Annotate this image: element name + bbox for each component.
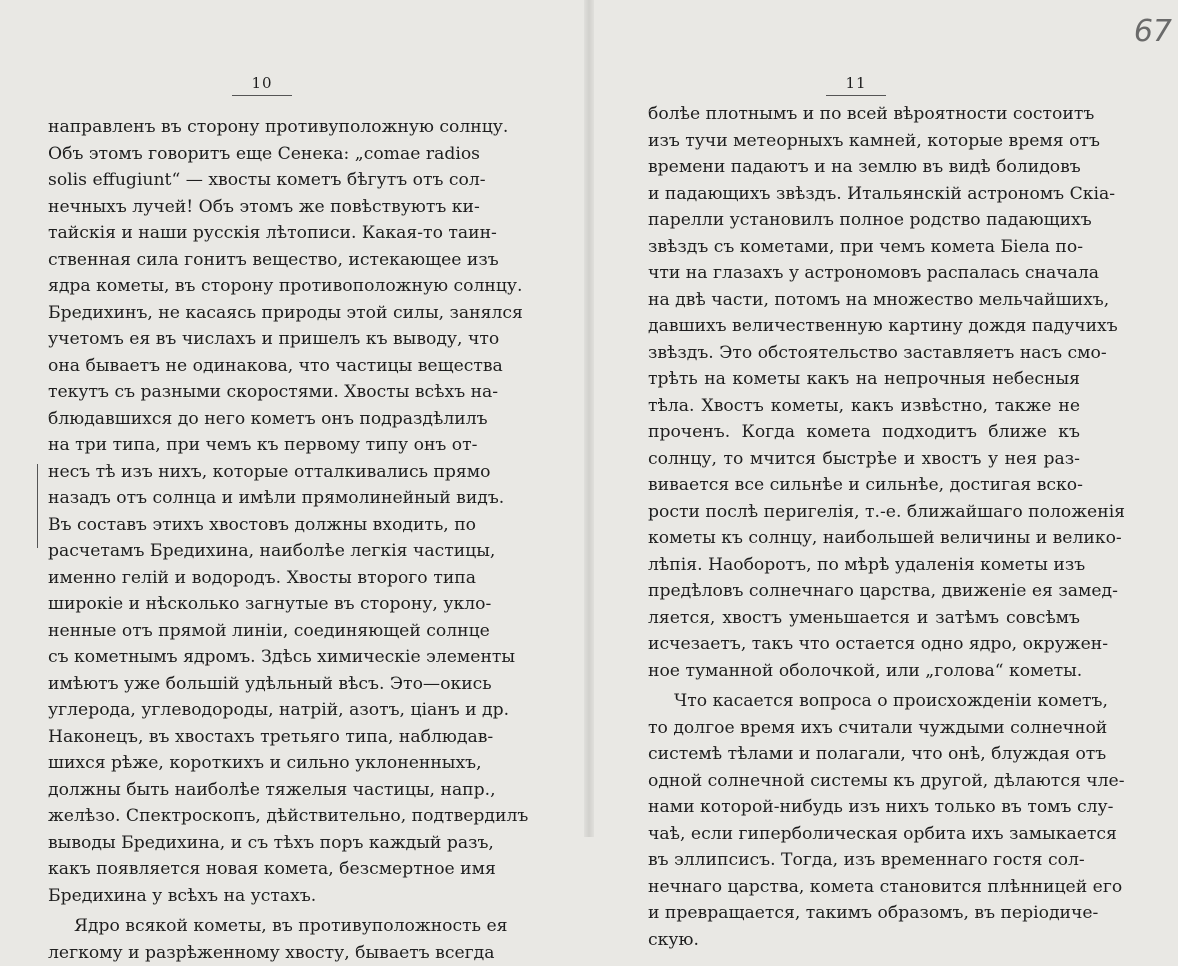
text-line: широкіе и нѣсколько загнутые въ сторону, укло- — [48, 591, 476, 618]
text-line: рости послѣ перигелія, т.-е. ближайшаго положенія — [648, 499, 1080, 526]
right-page-number-rule — [826, 95, 886, 96]
text-line: именно гелій и водородъ. Хвосты второго типа — [48, 565, 476, 592]
text-line: нечныхъ лучей! Объ этомъ же повѣствуютъ ки- — [48, 194, 476, 221]
text-line: скую. — [648, 927, 1080, 954]
text-line: ляется, хвостъ уменьшается и затѣмъ совсѣмъ — [648, 605, 1080, 632]
left-page-number-rule — [232, 95, 292, 96]
text-line: звѣздъ съ кометами, при чемъ комета Біела по- — [648, 234, 1080, 261]
text-line: ное туманной оболочкой, или „голова“ кометы. — [648, 658, 1080, 685]
text-line: въ эллипсисъ. Тогда, изъ временнаго гостя сол- — [648, 847, 1080, 874]
text-line: Въ составъ этихъ хвостовъ должны входить, по — [48, 512, 476, 539]
text-line: направленъ въ сторону противуположную солнцу. — [48, 114, 476, 141]
book-gutter — [584, 0, 594, 837]
text-line: чаѣ, если гиперболическая орбита ихъ замыкается — [648, 821, 1080, 848]
text-line: расчетамъ Бредихина, наиболѣе легкія частицы, — [48, 538, 476, 565]
text-line: вивается все сильнѣе и сильнѣе, достигая вско- — [648, 472, 1080, 499]
text-line: блюдавшихся до него кометъ онъ подраздѣлилъ — [48, 406, 476, 433]
text-line: чти на глазахъ у астрономовъ распалась сначала — [648, 260, 1080, 287]
left-page — [0, 0, 584, 837]
text-line: ненные отъ прямой линіи, соединяющей солнце — [48, 618, 476, 645]
text-line: несъ тѣ изъ нихъ, которые отталкивались прямо — [48, 459, 476, 486]
right-page-number: 11 — [816, 74, 896, 92]
text-line: Что касается вопроса о происхожденіи кометъ, — [648, 688, 1080, 715]
text-line: и падающихъ звѣздъ. Итальянскій астрономъ Скіа- — [648, 181, 1080, 208]
text-line: изъ тучи метеорныхъ камней, которые время отъ — [648, 128, 1080, 155]
text-line: предѣловъ солнечнаго царства, движеніе ея замед- — [648, 578, 1080, 605]
text-line: трѣть на кометы какъ на непрочныя небесныя — [648, 366, 1080, 393]
text-line: исчезаетъ, такъ что остается одно ядро, окружен- — [648, 631, 1080, 658]
text-line: солнцу, то мчится быстрѣе и хвостъ у нея раз- — [648, 446, 1080, 473]
text-line: какъ появляется новая комета, безсмертное имя — [48, 856, 476, 883]
text-line: одной солнечной системы къ другой, дѣлаются чле- — [648, 768, 1080, 795]
text-line: выводы Бредихина, и съ тѣхъ поръ каждый разъ, — [48, 830, 476, 857]
text-line: на три типа, при чемъ къ первому типу онъ от- — [48, 432, 476, 459]
text-line: ственная сила гонитъ вещество, истекающее изъ — [48, 247, 476, 274]
text-line: и превращается, такимъ образомъ, въ періодиче- — [648, 900, 1080, 927]
text-line: парелли установилъ полное родство падающихъ — [648, 207, 1080, 234]
text-line: проченъ. Когда комета подходитъ ближе къ — [648, 419, 1080, 446]
text-line: системѣ тѣлами и полагали, что онѣ, блуждая отъ — [648, 741, 1080, 768]
text-line: имѣютъ уже большій удѣльный вѣсъ. Это—окись — [48, 671, 476, 698]
margin-pencil-mark — [37, 464, 38, 548]
text-line: Объ этомъ говоритъ еще Сенека: „comae radios — [48, 141, 476, 168]
text-line: съ кометнымъ ядромъ. Здѣсь химическіе элементы — [48, 644, 476, 671]
text-line: шихся рѣже, короткихъ и сильно уклоненныхъ, — [48, 750, 476, 777]
text-line: ядра кометы, въ сторону противоположную солнцу. — [48, 273, 476, 300]
text-line: должны быть наиболѣе тяжелыя частицы, напр., — [48, 777, 476, 804]
text-line: то долгое время ихъ считали чуждыми солнечной — [648, 715, 1080, 742]
text-line: Бредихинъ, не касаясь природы этой силы, занялся — [48, 300, 476, 327]
text-line: нечнаго царства, комета становится плѣнницей его — [648, 874, 1080, 901]
text-line: углерода, углеводороды, натрій, азотъ, ціанъ и др. — [48, 697, 476, 724]
left-page-text — [48, 114, 476, 966]
text-line: она бываетъ не одинакова, что частицы вещества — [48, 353, 476, 380]
text-line: болѣе плотнымъ и по всей вѣроятности состоитъ — [648, 101, 1080, 128]
text-line: нами которой-нибудь изъ нихъ только въ томъ слу- — [648, 794, 1080, 821]
right-page — [594, 0, 1178, 837]
text-line: тайскія и наши русскія лѣтописи. Какая-то таин- — [48, 220, 476, 247]
text-line: назадъ отъ солнца и имѣли прямолинейный видъ. — [48, 485, 476, 512]
text-line: solis effugiunt“ — хвосты кометъ бѣгутъ отъ сол- — [48, 167, 476, 194]
text-line: текутъ съ разными скоростями. Хвосты всѣхъ на- — [48, 379, 476, 406]
text-line: учетомъ ея въ числахъ и пришелъ къ выводу, что — [48, 326, 476, 353]
text-line: Бредихина у всѣхъ на устахъ. — [48, 883, 476, 910]
text-line: желѣзо. Спектроскопъ, дѣйствительно, подтвердилъ — [48, 803, 476, 830]
text-line: давшихъ величественную картину дождя падучихъ — [648, 313, 1080, 340]
text-line: Наконецъ, въ хвостахъ третьяго типа, наблюдав- — [48, 724, 476, 751]
text-line: тѣла. Хвостъ кометы, какъ извѣстно, также не — [648, 393, 1080, 420]
text-line: легкому и разрѣженному хвосту, бываетъ всегда — [48, 940, 476, 966]
text-line: кометы къ солнцу, наибольшей величины и велико- — [648, 525, 1080, 552]
text-line: звѣздъ. Это обстоятельство заставляетъ насъ смо- — [648, 340, 1080, 367]
left-page-number: 10 — [222, 74, 302, 92]
text-line: времени падаютъ и на землю въ видѣ болидовъ — [648, 154, 1080, 181]
archive-handwritten-number: 67 — [1134, 14, 1172, 49]
text-line: Ядро всякой кометы, въ противуположность ея — [48, 913, 476, 940]
text-line: на двѣ части, потомъ на множество мельчайшихъ, — [648, 287, 1080, 314]
text-line: лѣпія. Наоборотъ, по мѣрѣ удаленія кометы изъ — [648, 552, 1080, 579]
right-page-text — [648, 101, 1080, 953]
